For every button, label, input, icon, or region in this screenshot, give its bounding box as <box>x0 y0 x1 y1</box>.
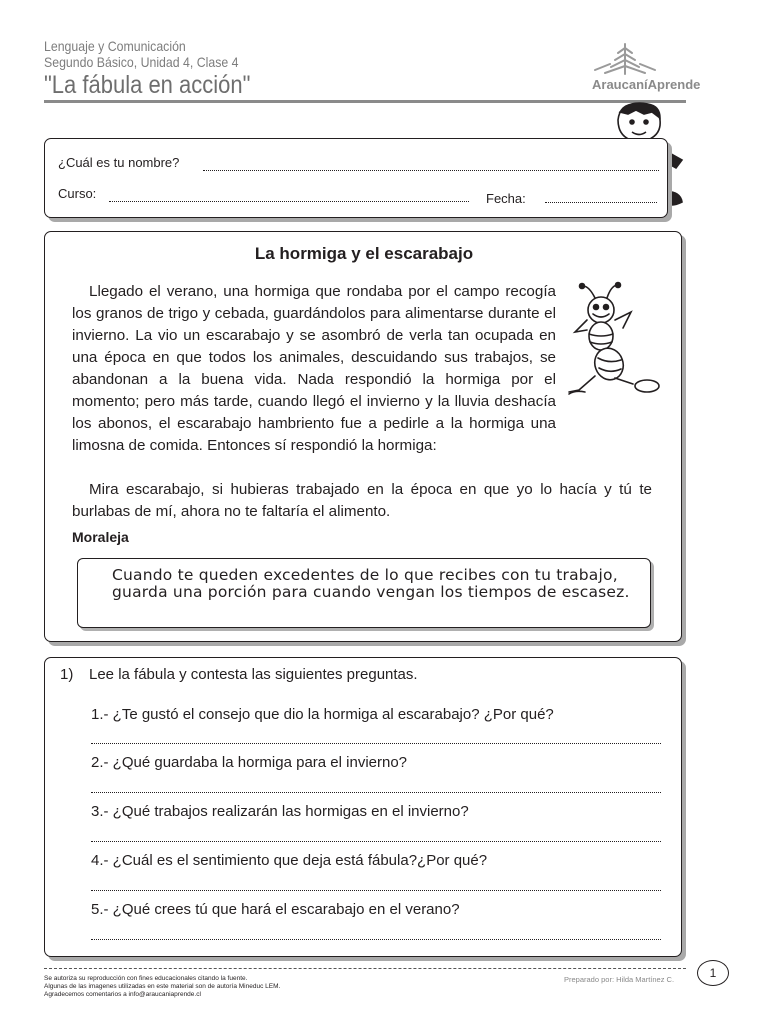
subject-label: Lenguaje y Comunicación <box>44 38 186 54</box>
fable-box <box>44 231 682 642</box>
instruction-text: Lee la fábula y contesta las siguientes preguntas. <box>89 666 418 683</box>
course-input[interactable] <box>109 201 469 202</box>
fable-paragraph-1-text: Llegado el verano, una hormiga que rondaba por el campo recogía los granos de trigo y cebada, guardándolos para alimentarse durante el invierno. La vio un escarabajo y se asombró de verla tan ocupada en una época en que todos los animales, descuidando sus trabajos, se abandonan a la buena vida. Nada respondió la hormiga por el momento; pero más tarde, cuando llegó el invierno y la lluvia deshacía los abonos, el escarabajo hambriento fue a pedirle a la hormiga una limosna de comida. Entonces sí respondió la hormiga: <box>72 283 556 454</box>
name-label: ¿Cuál es tu nombre? <box>58 155 180 170</box>
question-2: 2.- ¿Qué guardaba la hormiga para el invierno? <box>91 754 408 771</box>
footer-line-1: Se autoriza su reproducción con fines educacionales citando la fuente. <box>44 975 248 982</box>
course-label: Curso: <box>58 186 97 201</box>
moral-heading: Moraleja <box>72 529 129 545</box>
date-input[interactable] <box>545 202 657 203</box>
question-4: 4.- ¿Cuál es el sentimiento que deja está fábula?¿Por qué? <box>91 852 488 869</box>
answer-line-2[interactable] <box>91 792 661 793</box>
name-input[interactable] <box>203 170 659 171</box>
footer-notes <box>44 975 280 999</box>
ant-illustration <box>565 280 665 404</box>
answer-line-3[interactable] <box>91 841 661 842</box>
answer-line-4[interactable] <box>91 890 661 891</box>
header-divider <box>44 100 686 103</box>
worksheet-title: "La fábula en acción" <box>44 71 251 99</box>
student-info-box <box>44 138 668 218</box>
instruction-number: 1) <box>60 666 74 683</box>
question-5: 5.- ¿Qué crees tú que hará el escarabajo en el verano? <box>91 901 460 918</box>
question-1: 1.- ¿Te gustó el consejo que dio la hormiga al escarabajo? ¿Por qué? <box>91 706 554 723</box>
fable-paragraph-2: Mira escarabajo, si hubieras trabajado en la época en que yo lo hacía y tú te burlabas de mí, ahora no te faltaría el alimento. <box>72 481 652 520</box>
moral-box <box>77 558 651 628</box>
logo-wordmark: AraucaníAprende <box>592 77 701 92</box>
answer-line-5[interactable] <box>91 939 661 940</box>
footer-line-2: Algunas de las imagenes utilizadas en este material son de autoría Mineduc LEM. <box>44 983 281 990</box>
fable-title: La hormiga y el escarabajo <box>254 244 474 263</box>
worksheet-header <box>44 38 279 99</box>
questions-box <box>44 657 682 957</box>
footer-divider <box>44 968 686 969</box>
prepared-by: Preparado por: Hilda Martínez C. <box>564 975 675 984</box>
moral-text: Cuando te queden excedentes de lo que recibes con tu trabajo, guarda una porción para cuando vengan los tiempos de escasez. <box>112 566 630 601</box>
page-number: 1 <box>697 960 729 986</box>
footer-line-3: Agradecemos comentarios a info@araucaniaprende.cl <box>44 991 201 998</box>
date-label: Fecha: <box>486 191 526 206</box>
course-unit-label: Segundo Básico, Unidad 4, Clase 4 <box>44 54 239 70</box>
answer-line-1[interactable] <box>91 743 661 744</box>
question-3: 3.- ¿Qué trabajos realizarán las hormigas en el invierno? <box>91 803 469 820</box>
fable-paragraph-1 <box>72 281 556 457</box>
